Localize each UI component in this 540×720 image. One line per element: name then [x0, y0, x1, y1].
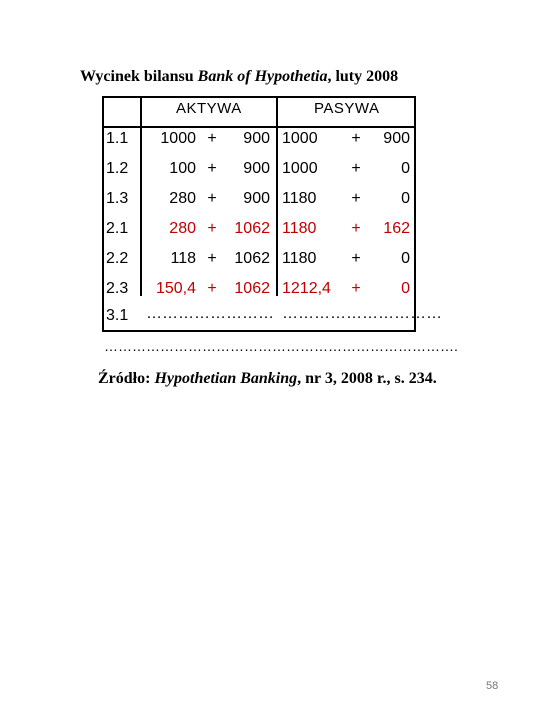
cell-a1: 150,4	[155, 280, 196, 297]
cell-p2: 0	[401, 250, 410, 267]
cell-p1: 1000	[282, 130, 318, 147]
source-suffix: , nr 3, 2008 r., s. 234.	[297, 370, 437, 387]
cell-id: 2.3	[106, 280, 129, 297]
title-suffix: , luty 2008	[327, 68, 399, 85]
cell-id: 1.1	[106, 130, 129, 147]
cell-p2: 0	[401, 190, 410, 207]
title-bank-name: Bank of Hypothetia	[197, 68, 328, 85]
title-prefix: Wycinek bilansu	[80, 68, 198, 85]
row-id-3-1: 3.1	[106, 307, 129, 324]
answer-blank-line: ………………………………………………………………….	[104, 338, 458, 354]
cell-p1: 1212,4	[282, 280, 331, 297]
cell-id: 2.1	[106, 220, 129, 237]
cell-a_op: +	[207, 190, 217, 207]
column-divider-id	[140, 96, 142, 296]
cell-p1: 1180	[282, 250, 317, 267]
page-number: 58	[486, 680, 499, 692]
cell-a2: 1062	[234, 250, 270, 267]
cell-a2: 900	[243, 160, 270, 177]
cell-a2: 900	[243, 190, 270, 207]
cell-p_op: +	[351, 220, 361, 237]
cell-p_op: +	[351, 160, 361, 177]
cell-a2: 1062	[234, 220, 270, 237]
column-divider-middle	[276, 96, 278, 296]
cell-p1: 1180	[282, 190, 317, 207]
cell-p2: 0	[401, 160, 410, 177]
document-title	[80, 68, 398, 86]
aktywa-blank: ……………………	[146, 305, 274, 322]
cell-a2: 1062	[234, 280, 270, 297]
cell-a_op: +	[207, 280, 217, 297]
cell-p1: 1180	[282, 220, 317, 237]
cell-p1: 1000	[282, 160, 318, 177]
cell-p_op: +	[351, 130, 361, 147]
cell-a_op: +	[207, 160, 217, 177]
cell-a_op: +	[207, 250, 217, 267]
cell-p_op: +	[351, 190, 361, 207]
cell-p2: 900	[383, 130, 410, 147]
cell-p2: 0	[401, 280, 410, 297]
source-journal: Hypothetian Banking	[154, 370, 298, 387]
cell-id: 1.3	[106, 190, 129, 207]
cell-p2: 162	[383, 220, 410, 237]
pasywa-blank: …………………………	[282, 305, 442, 322]
cell-p_op: +	[351, 280, 361, 297]
header-pasywa: PASYWA	[314, 100, 380, 117]
cell-p_op: +	[351, 250, 361, 267]
cell-a2: 900	[243, 130, 270, 147]
source-citation	[98, 370, 437, 388]
cell-a1: 280	[169, 190, 196, 207]
cell-a1: 118	[170, 250, 196, 267]
header-divider	[102, 126, 416, 128]
cell-id: 1.2	[106, 160, 129, 177]
cell-a_op: +	[207, 130, 217, 147]
cell-a1: 1000	[160, 130, 196, 147]
cell-a_op: +	[207, 220, 217, 237]
source-prefix: Źródło:	[98, 370, 155, 387]
cell-id: 2.2	[106, 250, 129, 267]
cell-a1: 100	[169, 160, 196, 177]
cell-a1: 280	[169, 220, 196, 237]
header-aktywa: AKTYWA	[176, 100, 242, 117]
